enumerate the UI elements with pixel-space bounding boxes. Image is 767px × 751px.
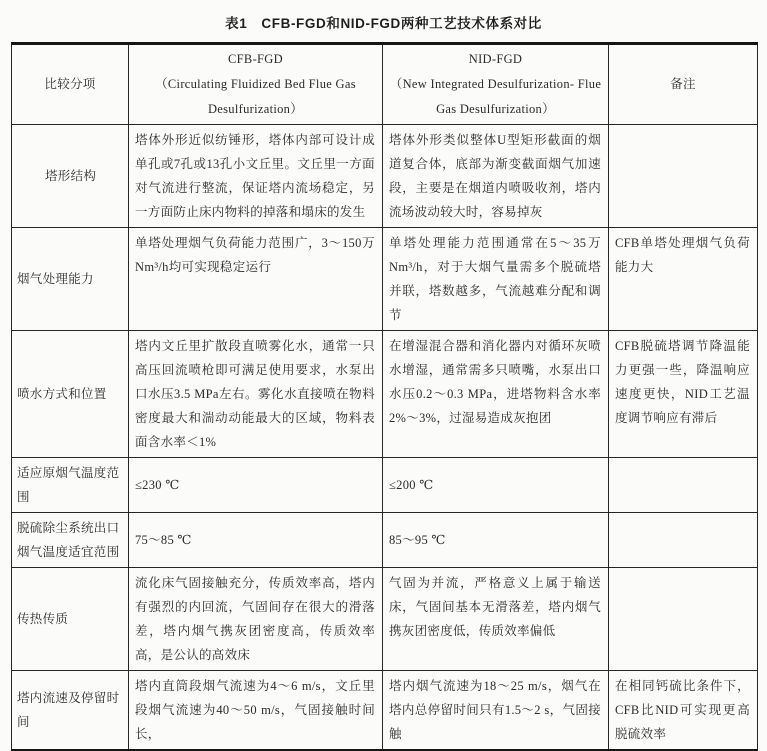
nid-cell: 在增湿混合器和消化器内对循环灰喷水增湿，通常需多只喷嘴，水泵出口水压0.2～0.3 MPa，进塔物料含水率2%～3%，过湿易造成灰抱团 bbox=[383, 331, 609, 458]
header-cfb-fgd bbox=[129, 44, 383, 125]
note-cell: 在相同钙硫比条件下，CFB比NID可实现更高脱硫效率 bbox=[609, 671, 758, 751]
cfb-cell: 塔内文丘里扩散段直喷雾化水，通常一只高压回流喷枪即可满足使用要求，水泵出口水压3.5 MPa左右。雾化水直接喷在物料密度最大和湍动动能最大的区域，物料表面含水率＜1% bbox=[129, 331, 383, 458]
comparison-table bbox=[11, 42, 758, 751]
table-row-velocity-residence-time bbox=[12, 671, 758, 751]
note-cell bbox=[609, 568, 758, 671]
table-row-inlet-temp-range bbox=[12, 458, 758, 513]
note-cell bbox=[609, 125, 758, 228]
nid-cell: 单塔处理能力范围通常在5～35万 Nm³/h，对于大烟气量需多个脱硫塔并联，塔数越多，气流越难分配和调节 bbox=[383, 228, 609, 331]
header-nid-fgd bbox=[383, 44, 609, 125]
cfb-cell: ≤230 ℃ bbox=[129, 458, 383, 513]
table-row-heat-mass-transfer bbox=[12, 568, 758, 671]
nid-cell: 85～95 ℃ bbox=[383, 513, 609, 568]
table-row-gas-capacity bbox=[12, 228, 758, 331]
header-nid-name: NID-FGD bbox=[468, 52, 523, 66]
cfb-cell: 单塔处理烟气负荷能力范围广，3～150万 Nm³/h均可实现稳定运行 bbox=[129, 228, 383, 331]
table-row-water-spray bbox=[12, 331, 758, 458]
header-nid-fullname: （New Integrated Desulfurization- Flue Gas Desulfurization） bbox=[389, 77, 602, 116]
cfb-cell: 75～85 ℃ bbox=[129, 513, 383, 568]
cfb-cell: 塔内直筒段烟气流速为4～6 m/s，文丘里段烟气流速为40～50 m/s，气固接触时间长， bbox=[129, 671, 383, 751]
note-cell bbox=[609, 458, 758, 513]
cfb-cell: 流化床气固接触充分，传质效率高，塔内有强烈的内回流，气固间存在很大的滑落差，塔内烟气携灰团密度高，传质效率高，是公认的高效床 bbox=[129, 568, 383, 671]
row-label-cell: 烟气处理能力 bbox=[12, 228, 129, 331]
cfb-cell: 塔体外形近似纺锤形，塔体内部可设计成单孔或7孔或13孔小文丘里。文丘里一方面对气流进行整流，保证塔内流场稳定，另一方面防止床内物料的掉落和塌床的发生 bbox=[129, 125, 383, 228]
row-label-cell: 喷水方式和位置 bbox=[12, 331, 129, 458]
header-remarks: 备注 bbox=[609, 44, 758, 125]
nid-cell: ≤200 ℃ bbox=[383, 458, 609, 513]
nid-cell: 气固为并流，严格意义上属于输送床，气固间基本无滑落差，塔内烟气携灰团密度低，传质效率偏低 bbox=[383, 568, 609, 671]
note-cell: CFB脱硫塔调节降温能力更强一些，降温响应速度更快，NID工艺温度调节响应有滞后 bbox=[609, 331, 758, 458]
header-cfb-fullname: （Circulating Fluidized Bed Flue Gas Desulfurization） bbox=[155, 77, 356, 116]
nid-cell: 塔体外形类似整体U型矩形截面的烟道复合体，底部为渐变截面烟气加速段，主要是在烟道内喷吸收剂，塔内流场波动较大时，容易掉灰 bbox=[383, 125, 609, 228]
row-label-cell: 传热传质 bbox=[12, 568, 129, 671]
nid-cell: 塔内烟气流速为18～25 m/s，烟气在塔内总停留时间只有1.5～2 s，气固接触 bbox=[383, 671, 609, 751]
row-label-cell: 适应原烟气温度范围 bbox=[12, 458, 129, 513]
table-row-tower-structure bbox=[12, 125, 758, 228]
row-label-cell: 脱硫除尘系统出口烟气温度适宜范围 bbox=[12, 513, 129, 568]
table-row-outlet-temp-range bbox=[12, 513, 758, 568]
row-label-cell: 塔内流速及停留时间 bbox=[12, 671, 129, 751]
table-caption: 表1 CFB-FGD和NID-FGD两种工艺技术体系对比 bbox=[225, 16, 542, 31]
header-compare-items: 比较分项 bbox=[12, 44, 129, 125]
note-cell: CFB单塔处理烟气负荷能力大 bbox=[609, 228, 758, 331]
table-header-row bbox=[12, 44, 758, 125]
header-cfb-name: CFB-FGD bbox=[228, 52, 283, 66]
row-label-cell: 塔形结构 bbox=[12, 125, 129, 228]
note-cell bbox=[609, 513, 758, 568]
